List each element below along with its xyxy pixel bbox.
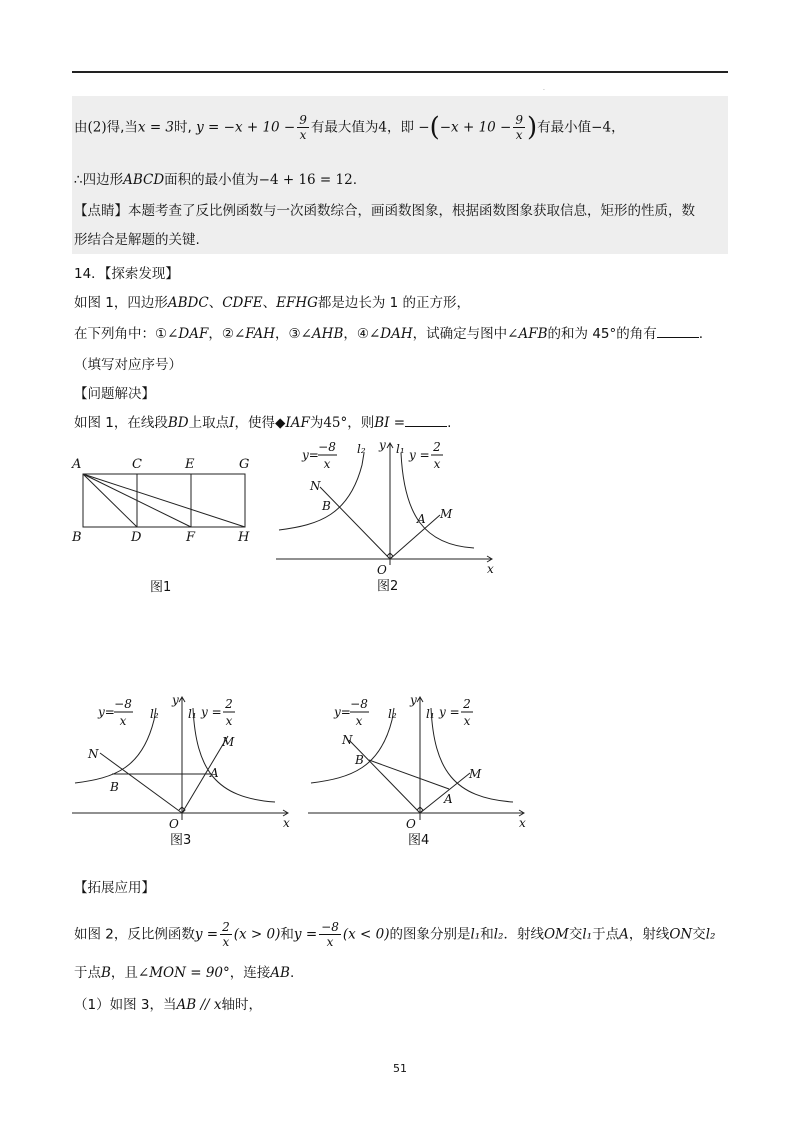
math: ABCD	[123, 172, 165, 188]
fig3-y-label: y	[172, 693, 179, 707]
solve-title: 【问题解决】	[74, 386, 155, 402]
text: 于点	[592, 926, 620, 943]
fig4-eq-left: y=	[334, 705, 351, 719]
fig3-label-m: M	[222, 735, 235, 749]
fig2-ray-om	[390, 515, 440, 559]
solution-line-2	[74, 170, 357, 190]
problem-line-3: （填写对应序号）	[74, 357, 182, 373]
fig4-eq-right: y =	[439, 705, 460, 719]
fig2-caption: 图2	[377, 579, 399, 594]
denominator: x	[515, 128, 523, 142]
math: l₁	[582, 926, 593, 943]
fig4-y-label: y	[410, 693, 417, 707]
fig2-ray-on	[320, 487, 390, 559]
fig2-eq-left-num: −8	[318, 440, 336, 454]
label-d: D	[131, 530, 142, 545]
text: 有最小值	[537, 119, 592, 136]
solution-line-1	[74, 113, 625, 142]
numerator: 2	[222, 920, 230, 934]
fraction	[297, 113, 309, 142]
math: l₂	[705, 926, 716, 943]
fig3-label-b: B	[110, 780, 119, 794]
figure-2	[274, 435, 504, 600]
fig3-caption: 图3	[170, 833, 192, 848]
fig3-curve-l1	[193, 708, 275, 802]
fig2-label-n: N	[310, 479, 321, 493]
math: BD	[167, 415, 189, 431]
fig2-eq-left: y=	[302, 448, 319, 462]
text: 都是边长为 1 的正方形，	[317, 295, 471, 311]
figure-3	[70, 690, 300, 855]
math: ON	[669, 926, 693, 943]
math: 4	[378, 119, 387, 136]
text: 于点	[74, 965, 101, 981]
figure-4	[306, 690, 536, 855]
fig3-eq-left: y=	[98, 705, 115, 719]
text: ，④	[343, 326, 369, 342]
fig4-label-b: B	[355, 753, 364, 767]
fraction	[220, 920, 232, 949]
text: 交	[568, 926, 583, 943]
text: 和	[280, 926, 294, 943]
fig2-y-label: y	[379, 438, 386, 452]
math: −x + 10 −	[439, 119, 512, 136]
math: EFHG	[276, 295, 318, 311]
text: 由	[74, 119, 88, 136]
fig4-ray-on	[349, 740, 420, 813]
numerator: −8	[321, 920, 339, 934]
problem-line-1	[74, 293, 470, 313]
fig3-curve-l2	[75, 708, 156, 783]
math: −	[418, 119, 430, 136]
fig3-l1: l₁	[188, 707, 197, 721]
text: 的和为 45°的角有	[547, 326, 657, 342]
text: 如图 1，在线段	[74, 415, 168, 431]
problem-line-7	[74, 995, 262, 1015]
fig2-eq-right-num: 2	[433, 440, 441, 454]
math: ∠AFB	[507, 326, 548, 342]
fig2-label-a: A	[417, 512, 426, 526]
fig3-eq-left-num: −8	[114, 697, 132, 711]
fig4-eq-right-num: 2	[463, 697, 471, 711]
fig2-eq-left-den: x	[323, 457, 331, 471]
fig4-eq-right-den: x	[463, 714, 471, 728]
text: 为	[309, 415, 324, 431]
math: B	[101, 965, 111, 981]
text: 上取点	[188, 415, 230, 431]
fig4-l2: l₂	[388, 707, 397, 721]
fig3-x-label: x	[283, 816, 290, 830]
fig2-label-m: M	[440, 507, 453, 521]
fig4-label-m: M	[469, 767, 482, 781]
header-rule	[72, 71, 728, 73]
text: （1）如图 3，当	[74, 997, 177, 1013]
fig3-eq-left-den: x	[119, 714, 127, 728]
math: BI =	[374, 415, 406, 431]
math: y =	[194, 926, 219, 943]
fig2-l2: l₂	[357, 442, 366, 456]
text: .	[698, 326, 704, 342]
label-b: B	[72, 530, 82, 545]
comment-line-1: 【点睛】本题考查了反比例函数与一次函数综合，画函数图象，根据函数图象获取信息，矩形的性质，数	[74, 203, 695, 219]
math: OM	[543, 926, 569, 943]
math: 45°	[323, 415, 348, 431]
text: ，射线	[628, 926, 670, 943]
math: −4 + 16 = 12	[258, 172, 353, 188]
text: ．射线	[503, 926, 544, 943]
comment-line-2: 形结合是解题的关键.	[74, 232, 200, 248]
math: CDFE	[222, 295, 263, 311]
fig2-label-b: B	[322, 499, 331, 513]
text: .	[352, 172, 358, 188]
fig2-eq-right-den: x	[433, 457, 441, 471]
fig4-curve-l2	[311, 708, 394, 783]
label-f: F	[186, 530, 196, 545]
fig3-eq-right-den: x	[225, 714, 233, 728]
text: ，则	[347, 415, 375, 431]
fig2-l1: l₁	[396, 442, 405, 456]
fig4-curve-l1	[431, 708, 513, 802]
text: 、	[208, 295, 223, 311]
text: 和	[480, 926, 494, 943]
text: 如图 1，四边形	[74, 295, 168, 311]
text: 轴时，	[221, 997, 262, 1013]
math: (x > 0)	[233, 926, 281, 943]
fig4-label-n: N	[342, 733, 353, 747]
fig4-x-label: x	[519, 816, 526, 830]
math: ∠AHB	[300, 326, 344, 342]
text: 交	[692, 926, 706, 943]
fig3-l2: l₂	[150, 707, 159, 721]
math: A	[619, 926, 629, 943]
fig3-label-n: N	[88, 747, 99, 761]
fig3-label-o: O	[169, 817, 179, 831]
text: ，使得	[234, 415, 275, 431]
fig2-x-label: x	[487, 562, 494, 576]
fig4-l1: l₁	[426, 707, 435, 721]
math: ∠DAF	[167, 326, 209, 342]
denominator: x	[326, 935, 334, 949]
text: ，且	[110, 965, 138, 981]
text: ，试确定与图中	[412, 326, 508, 342]
figure-1	[64, 452, 274, 602]
fig4-segment-ab	[369, 760, 449, 789]
fig4-eq-left-den: x	[355, 714, 363, 728]
math: AB	[270, 965, 290, 981]
answer-blank[interactable]	[657, 324, 699, 338]
header-dot: ·	[543, 87, 545, 94]
fig4-label-o: O	[406, 817, 416, 831]
math: l₁	[470, 926, 481, 943]
math: ABDC	[167, 295, 209, 311]
fraction	[319, 920, 341, 949]
numerator: 9	[515, 113, 523, 127]
text: 的图象分别是	[389, 926, 471, 943]
text: ，即	[386, 119, 414, 136]
text: 面积的最小值为	[164, 172, 259, 188]
text: .	[447, 415, 452, 431]
extension-title: 【拓展应用】	[74, 880, 155, 896]
text: 、	[262, 295, 277, 311]
fig4-eq-left-num: −8	[350, 697, 368, 711]
math: l₂	[493, 926, 504, 943]
text: ，连接	[229, 965, 271, 981]
text: 有最大值为	[310, 119, 379, 136]
math: (x < 0)	[342, 926, 390, 943]
text: 在下列角中：①	[74, 326, 168, 342]
math: (2)	[87, 119, 107, 136]
fig2-eq-right: y =	[409, 448, 430, 462]
problem-line-2	[74, 324, 703, 344]
fig3-eq-right-num: 2	[225, 697, 233, 711]
page-number: 51	[393, 1062, 407, 1075]
fig1-line-ah	[83, 474, 245, 527]
problem-line-5	[74, 920, 715, 949]
math: ∠FAH	[233, 326, 276, 342]
problem-number: 14．【探索发现】	[74, 266, 179, 282]
math: y =	[293, 926, 318, 943]
numerator: 9	[299, 113, 307, 127]
fig3-eq-right: y =	[201, 705, 222, 719]
text: ∴四边形	[74, 172, 124, 188]
label-h: H	[238, 530, 250, 545]
text: ，③	[275, 326, 301, 342]
answer-blank[interactable]	[405, 413, 447, 427]
fraction	[513, 113, 525, 142]
label-c: C	[132, 457, 142, 472]
text: 时,	[174, 119, 192, 136]
problem-line-6	[74, 963, 294, 983]
problem-line-4	[74, 413, 451, 433]
denominator: x	[299, 128, 307, 142]
paren-right: )	[527, 112, 538, 143]
math: x = 3	[137, 119, 175, 136]
text: 得,当	[106, 119, 138, 136]
math: ∠MON = 90°	[137, 965, 230, 981]
fig4-caption: 图4	[408, 833, 430, 848]
fig2-label-o: O	[377, 563, 387, 577]
math: ∠DAH	[369, 326, 413, 342]
text: .	[289, 965, 295, 981]
text: ，	[611, 119, 625, 136]
denominator: x	[222, 935, 230, 949]
math: −4	[591, 119, 612, 136]
text: 如图 2，反比例函数	[74, 926, 195, 943]
label-g: G	[239, 457, 250, 472]
fig1-line-ad	[83, 474, 137, 527]
math: ◆IAF	[274, 415, 310, 431]
text: ，②	[208, 326, 234, 342]
label-a: A	[72, 457, 82, 472]
fig4-label-a: A	[444, 792, 453, 806]
math: AB // x	[176, 997, 222, 1013]
math: I	[229, 415, 235, 431]
fig3-label-a: A	[210, 766, 219, 780]
math: y = −x + 10 −	[196, 119, 296, 136]
fig1-caption: 图1	[150, 580, 172, 595]
label-e: E	[185, 457, 195, 472]
paren-left: (	[429, 112, 440, 143]
